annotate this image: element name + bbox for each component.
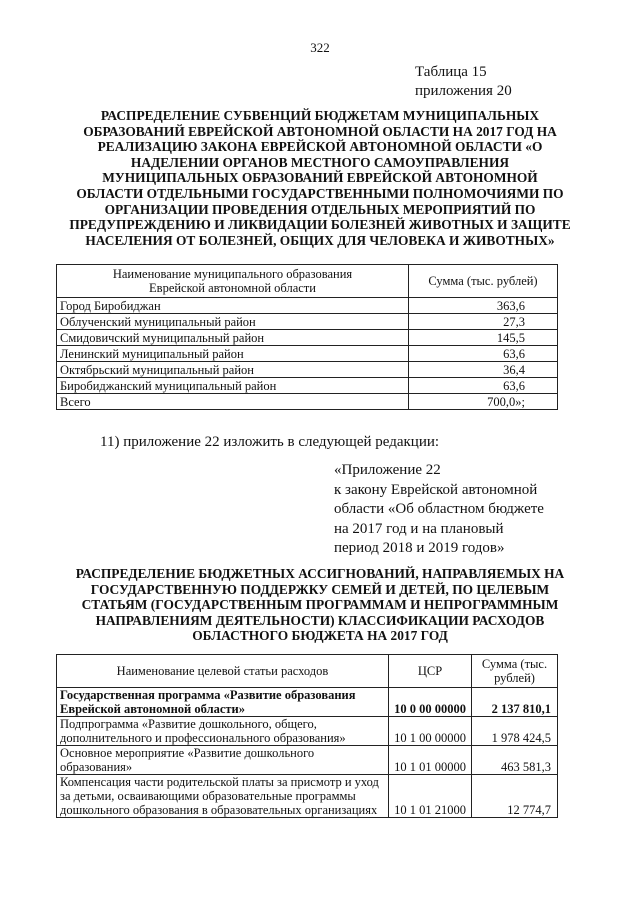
table-row [57, 346, 558, 362]
cell-sum: 700,0»; [409, 394, 558, 410]
cell-sum: 63,6 [409, 346, 558, 362]
title-line: ГОСУДАРСТВЕННУЮ ПОДДЕРЖКУ СЕМЕЙ И ДЕТЕЙ, ПО ЦЕЛЕВЫМ [90, 581, 550, 597]
cell-name: Облученский муниципальный район [57, 314, 409, 330]
cell-sum: 1 978 424,5 [472, 717, 558, 746]
cell-name [57, 746, 389, 775]
table-row [57, 746, 558, 775]
cell-name: Октябрьский муниципальный район [57, 362, 409, 378]
appendix-22-reference [334, 461, 548, 559]
appendix-line: на 2017 год и на плановый [334, 520, 504, 537]
table-row [57, 378, 558, 394]
title-line: НАСЕЛЕНИЯ ОТ БОЛЕЗНЕЙ, ОБЩИХ ДЛЯ ЧЕЛОВЕКА И ЖИВОТНЫХ» [85, 232, 555, 248]
table-row [57, 298, 558, 314]
cell-code: 10 1 01 00000 [389, 746, 472, 775]
table-row [57, 330, 558, 346]
page-number: 322 [310, 40, 330, 55]
header-line: Наименование муниципального образования [112, 267, 353, 281]
header-expense-item: Наименование целевой статьи расходов [57, 655, 389, 688]
cell-code: 10 0 00 00000 [389, 688, 472, 717]
title-line: РЕАЛИЗАЦИЮ ЗАКОНА ЕВРЕЙСКОЙ АВТОНОМНОЙ ОБЛАСТИ «О [97, 139, 543, 155]
header-line: Еврейской автономной области [149, 281, 316, 295]
header-line: рублей) [494, 671, 535, 685]
cell-line: дошкольного образования в образовательных организациях [60, 803, 378, 817]
cell-line: Компенсация части родительской платы за присмотр и уход [60, 775, 379, 789]
cell-line: Государственная программа «Развитие образования [60, 688, 356, 702]
table-ref-line: Таблица 15 [415, 64, 487, 80]
table-row-total [57, 394, 558, 410]
cell-line: за детьми, осваивающими образовательные программы [60, 789, 356, 803]
table-ref-line: приложения 20 [415, 83, 512, 99]
header-municipality [57, 265, 409, 298]
table-row [57, 362, 558, 378]
section-title-subventions [40, 108, 600, 248]
cell-sum: 363,6 [409, 298, 558, 314]
table-header-row [57, 265, 558, 298]
amendment-item-11: 11) приложение 22 изложить в следующей редакции: [100, 434, 440, 450]
cell-sum: 12 774,7 [472, 775, 558, 818]
header-sum: Сумма (тыс. рублей) [409, 265, 558, 298]
section-title-family-support [40, 566, 600, 644]
header-code: ЦСР [389, 655, 472, 688]
appendix-line: «Приложение 22 [334, 462, 441, 478]
header-line: Сумма (тыс. [481, 657, 548, 671]
table-header-row [57, 655, 558, 688]
title-line: СТАТЬЯМ (ГОСУДАРСТВЕННЫМ ПРОГРАММАМ И НЕПРОГРАММНЫМ [81, 597, 559, 613]
table-row [57, 688, 558, 717]
table-reference [415, 63, 512, 101]
cell-name: Смидовичский муниципальный район [57, 330, 409, 346]
cell-line: образования» [60, 760, 133, 774]
cell-code: 10 1 01 21000 [389, 775, 472, 818]
table-row [57, 775, 558, 818]
cell-line: Еврейской автономной области» [60, 702, 245, 716]
table-row [57, 314, 558, 330]
title-line: РАСПРЕДЕЛЕНИЕ СУБВЕНЦИЙ БЮДЖЕТАМ МУНИЦИПАЛЬНЫХ [100, 108, 540, 123]
cell-line: дополнительного и профессионального образования» [60, 731, 346, 745]
cell-name [57, 688, 389, 717]
title-line: ОБЛАСТИ ОТДЕЛЬНЫМИ ГОСУДАРСТВЕННЫМИ ПОЛНОМОЧИЯМИ ПО [76, 185, 564, 201]
cell-sum: 145,5 [409, 330, 558, 346]
title-line: ПРЕДУПРЕЖДЕНИЮ И ЛИКВИДАЦИИ БОЛЕЗНЕЙ ЖИВОТНЫХ И ЗАЩИТЕ [69, 217, 571, 233]
cell-sum: 463 581,3 [472, 746, 558, 775]
title-line: ОБЛАСТНОГО БЮДЖЕТА НА 2017 ГОД [192, 628, 448, 644]
cell-sum: 36,4 [409, 362, 558, 378]
title-line: ОРГАНИЗАЦИИ ПРОВЕДЕНИЯ ОТДЕЛЬНЫХ МЕРОПРИЯТИЙ ПО [104, 201, 536, 217]
appendix-line: области «Об областном бюджете [334, 501, 544, 517]
cell-name: Биробиджанский муниципальный район [57, 378, 409, 394]
cell-name [57, 775, 389, 818]
header-sum [472, 655, 558, 688]
appendix-line: период 2018 и 2019 годов» [334, 540, 505, 556]
cell-line: Основное мероприятие «Развитие дошкольного [60, 746, 315, 760]
title-line: НАПРАВЛЕНИЯМ ДЕЯТЕЛЬНОСТИ) КЛАССИФИКАЦИИ РАСХОДОВ [95, 612, 545, 628]
cell-line: Подпрограмма «Развитие дошкольного, общего, [60, 717, 317, 731]
allocations-table [56, 654, 558, 818]
cell-sum: 27,3 [409, 314, 558, 330]
table-row [57, 717, 558, 746]
title-line: НАДЕЛЕНИИ ОРГАНОВ МЕСТНОГО САМОУПРАВЛЕНИЯ [130, 154, 510, 170]
cell-code: 10 1 00 00000 [389, 717, 472, 746]
cell-sum: 63,6 [409, 378, 558, 394]
appendix-line: к закону Еврейской автономной [334, 481, 538, 498]
cell-name: Всего [57, 394, 409, 410]
cell-name: Город Биробиджан [57, 298, 409, 314]
title-line: ОБРАЗОВАНИЙ ЕВРЕЙСКОЙ АВТОНОМНОЙ ОБЛАСТИ НА 2017 ГОД НА [83, 123, 557, 139]
cell-sum: 2 137 810,1 [472, 688, 558, 717]
title-line: РАСПРЕДЕЛЕНИЕ БЮДЖЕТНЫХ АССИГНОВАНИЙ, НАПРАВЛЯЕМЫХ НА [75, 566, 565, 581]
title-line: МУНИЦИПАЛЬНЫХ ОБРАЗОВАНИЙ ЕВРЕЙСКОЙ АВТОНОМНОЙ [102, 170, 538, 186]
cell-name: Ленинский муниципальный район [57, 346, 409, 362]
cell-name [57, 717, 389, 746]
subventions-table [56, 264, 558, 410]
